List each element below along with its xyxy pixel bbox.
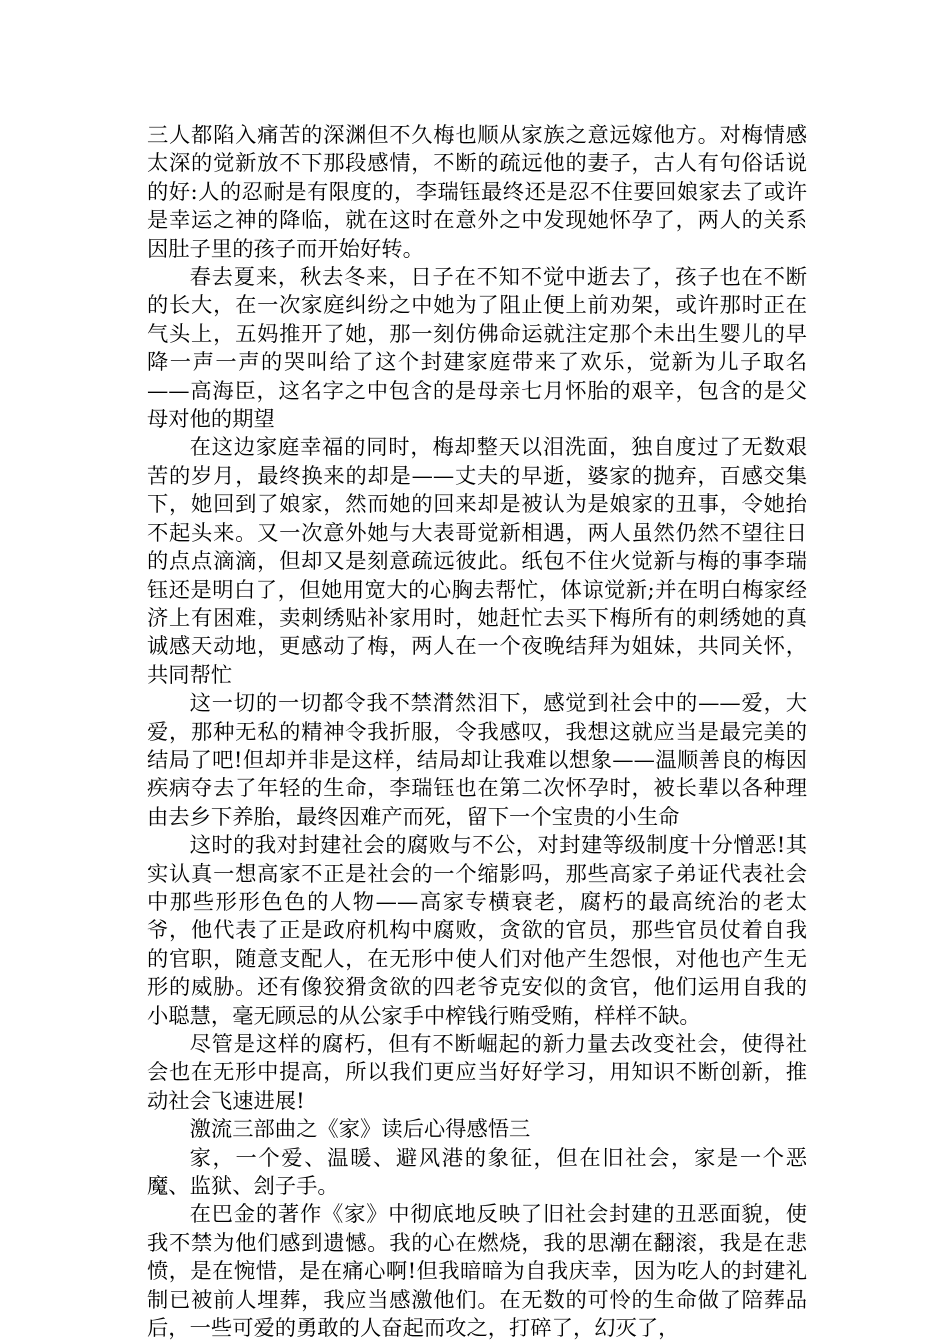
document-page (147, 122, 807, 1343)
paragraph: 尽管是这样的腐朽，但有不断崛起的新力量去改变社会，使得社会也在无形中提高，所以我们更应当好好学习，用知识不断创新，推动社会飞速进展! (147, 1032, 807, 1114)
paragraph: 这一切的一切都令我不禁潸然泪下，感觉到社会中的——爱，大爱，那种无私的精神令我折服，令我感叹，我想这就应当是最完美的结局了吧!但却并非是这样，结局却让我难以想象——温顺善良的梅因疾病夺去了年轻的生命，李瑞钰也在第二次怀孕时，被长辈以各种理由去乡下养胎，最终因难产而死，留下一个宝贵的小生命 (147, 691, 807, 830)
section-heading: 激流三部曲之《家》读后心得感悟三 (189, 1117, 531, 1143)
paragraph: 春去夏来，秋去冬来，日子在不知不觉中逝去了，孩子也在不断的长大，在一次家庭纠纷之中她为了阻止便上前劝架，或许那时正在气头上，五妈推开了她，那一刻仿佛命运就注定那个未出生婴儿的早降一声一声的哭叫给了这个封建家庭带来了欢乐，觉新为儿子取名——高海臣，这名字之中包含的是母亲七月怀胎的艰辛，包含的是父母对他的期望 (147, 265, 807, 433)
paragraph: 三人都陷入痛苦的深渊但不久梅也顺从家族之意远嫁他方。对梅情感太深的觉新放不下那段感情，不断的疏远他的妻子，古人有句俗话说的好:人的忍耐是有限度的，李瑞钰最终还是忍不住要回娘家去了或许是幸运之神的降临，就在这时在意外之中发现她怀孕了，两人的关系因肚子里的孩子而开始好转。 (147, 123, 807, 262)
paragraph: 家，一个爱、温暖、避风港的象征，但在旧社会，家是一个恶魔、监狱、刽子手。 (147, 1145, 807, 1200)
paragraph: 在巴金的著作《家》中彻底地反映了旧社会封建的丑恶面貌，使我不禁为他们感到遗憾。我的心在燃烧，我的思潮在翻滚，我是在悲愤，是在惋惜，是在痛心啊!但我暗暗为自我庆幸，因为吃人的封建礼制已被前人埋葬，我应当感激他们。在无数的可怜的生命做了陪葬品后，一些可爱的勇敢的人奋起而攻之，打碎了，幻灭了， (147, 1202, 807, 1342)
paragraph: 这时的我对封建社会的腐败与不公，对封建等级制度十分憎恶!其实认真一想高家不正是社会的一个缩影吗，那些高家子弟证代表社会中那些形形色色的人物——高家专横衰老，腐朽的最高统治的老太爷，他代表了正是政府机构中腐败，贪欲的官员，那些官员仗着自我的官职，随意支配人，在无形中使人们对他产生怨恨，对他也产生无形的威胁。还有像狡猾贪欲的四老爷克安似的贪官，他们运用自我的小聪慧，毫无顾忌的从公家手中榨钱行贿受贿，样样不缺。 (147, 833, 807, 1029)
paragraph: 在这边家庭幸福的同时，梅却整天以泪洗面，独自度过了无数艰苦的岁月，最终换来的却是——丈夫的早逝，婆家的抛弃，百感交集下，她回到了娘家，然而她的回来却是被认为是娘家的丑事，令她抬不起头来。又一次意外她与大表哥觉新相遇，两人虽然仍然不望往日的点点滴滴，但却又是刻意疏远彼此。纸包不住火觉新与梅的事李瑞钰还是明白了，但她用宽大的心胸去帮忙，体谅觉新;并在明白梅家经济上有困难，卖刺绣贴补家用时，她赶忙去买下梅所有的刺绣她的真诚感天动地，更感动了梅，两人在一个夜晚结拜为姐妹，共同关怀，共同帮忙 (147, 435, 807, 688)
